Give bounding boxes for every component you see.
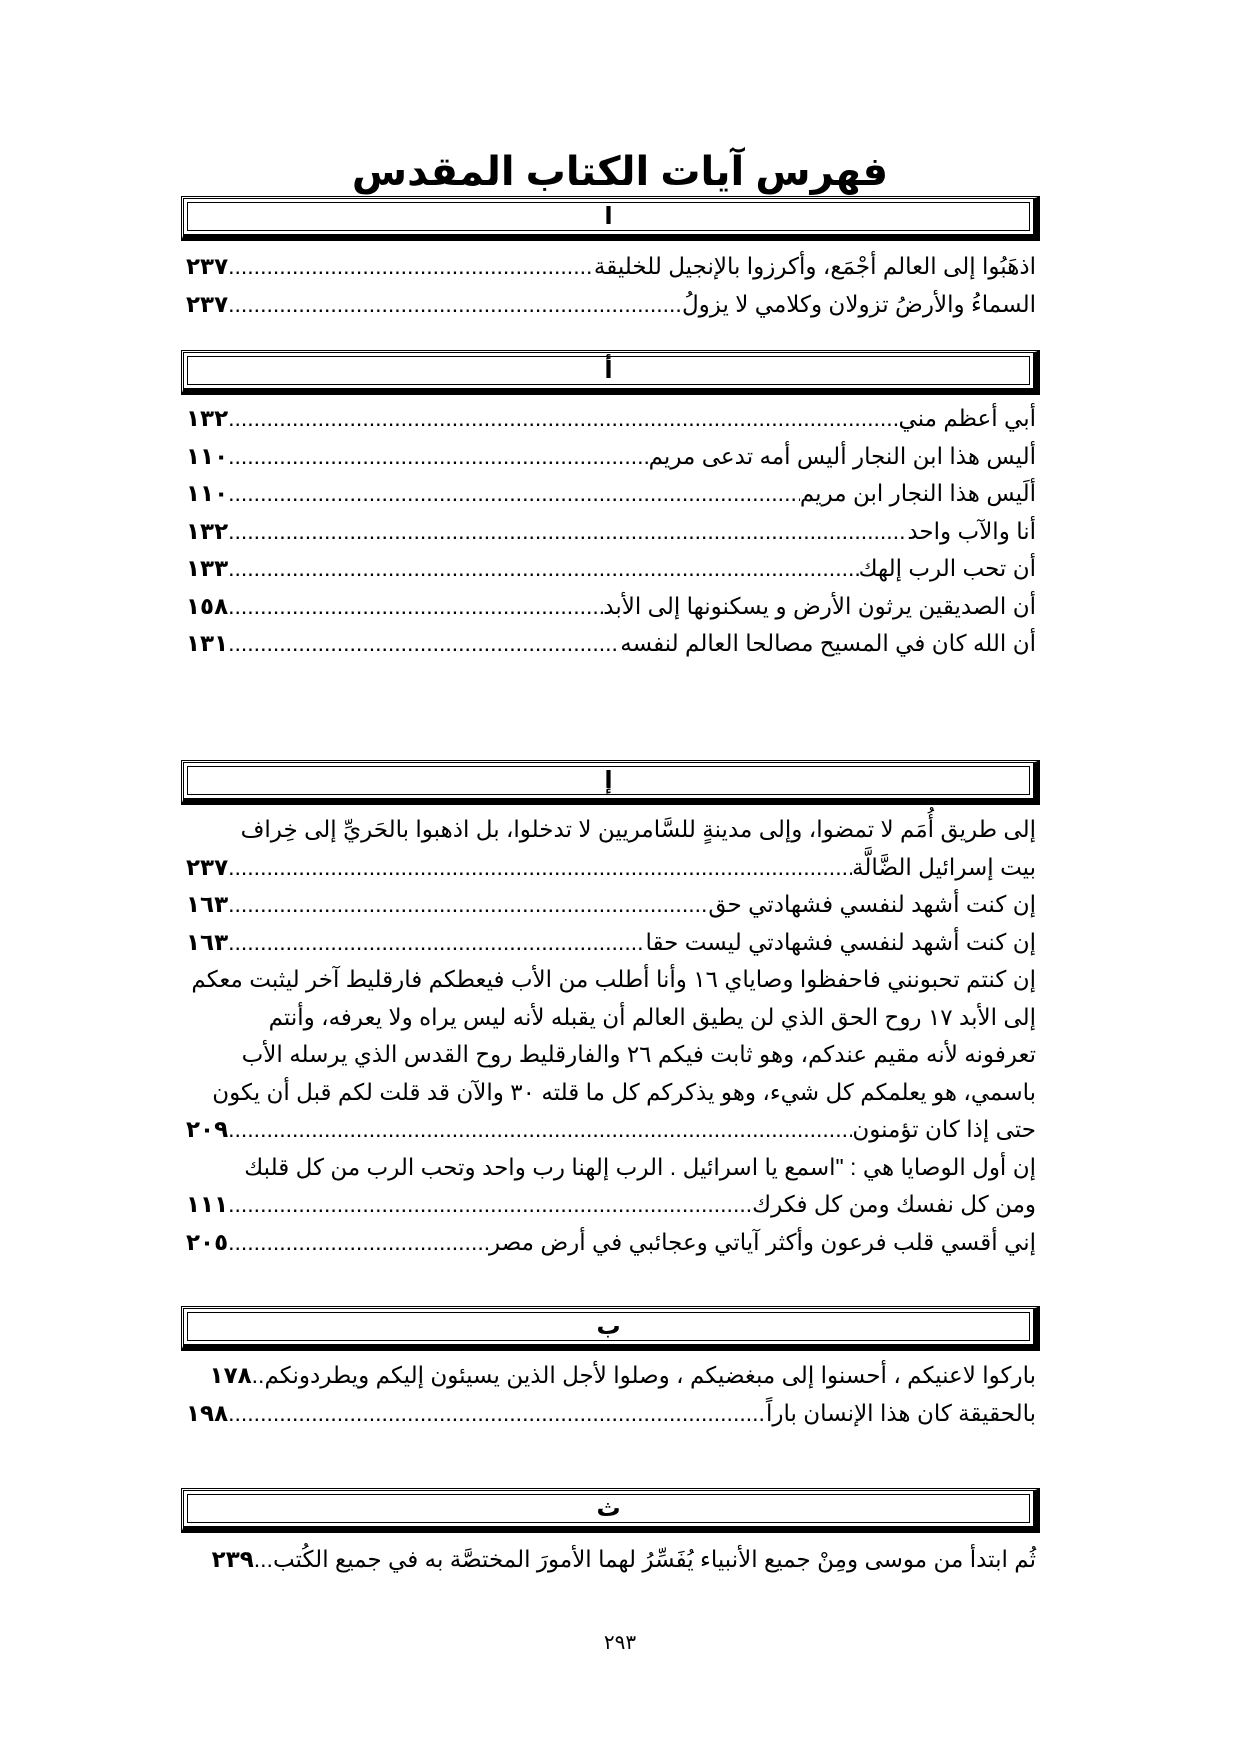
index-entry: حتى إذا كان تؤمنون ..... ٢٠٩ xyxy=(186,1111,1036,1149)
index-entry: السماءُ والأرضُ تزولان وكلامي لا يزولُ ..... ٢٣٧ xyxy=(186,286,1036,324)
section-header-alef-hamza xyxy=(181,350,1040,395)
index-entry: بالحقيقة كان هذا الإنسان باراً ..... ١٩٨ xyxy=(186,1395,1036,1433)
index-entry: ثُم ابتدأ من موسى ومِنْ جميع الأنبياء يُفَسِّرُ لهما الأمورَ المختصَّة به في جميع الكُتب ... ٢٣٩ xyxy=(211,1546,1036,1572)
section-letter: ا xyxy=(604,203,613,230)
index-entry: أنا والآب واحد ..... ١٣٢ xyxy=(186,513,1036,551)
section-entries-ba xyxy=(186,1357,1036,1432)
section-letter: أ xyxy=(604,357,613,384)
index-entry: ومن كل نفسك ومن كل فكرك ..... ١١١ xyxy=(186,1186,1036,1224)
section-entries-alef-hamza-below xyxy=(186,811,1036,1261)
index-entry-line: إلى طريق أُمَم لا تمضوا، وإلى مدينةٍ للسَّامريين لا تدخلوا، بل اذهبوا بالحَريِّ إلى خِراف xyxy=(240,816,1036,842)
section-letter: ب xyxy=(596,1313,621,1340)
index-entry: أبي أعظم مني ..... ١٣٢ xyxy=(186,400,1036,438)
section-header-tha xyxy=(181,1488,1040,1533)
index-entry: ألَيس هذا النجار ابن مريم ..... ١١٠ xyxy=(186,475,1036,513)
section-entries-tha xyxy=(186,1541,1036,1579)
section-entries-alef xyxy=(186,248,1036,323)
index-entry: أن تحب الرب إلهك ..... ١٣٣ xyxy=(186,550,1036,588)
section-header-ba xyxy=(181,1306,1040,1351)
section-letter: ث xyxy=(596,1495,621,1522)
section-header-alef xyxy=(181,196,1040,241)
index-entry: أليس هذا ابن النجار أليس أمه تدعى مريم ..... ١١٠ xyxy=(186,438,1036,476)
index-entry: أن الله كان في المسيح مصالحا العالم لنفسه ..... ١٣١ xyxy=(186,625,1036,663)
section-header-alef-hamza-below xyxy=(181,760,1040,805)
index-entry-line: إن كنتم تحبونني فاحفظوا وصاياي ١٦ وأنا أطلب من الأب فيعطكم فارقليط آخر ليثبت معكم xyxy=(191,966,1036,992)
index-title: فهرس آيات الكتاب المقدس xyxy=(351,150,889,194)
index-entry: اذهَبُوا إلى العالم أجْمَع، وأكرزوا بالإنجيل للخليقة ..... ٢٣٧ xyxy=(186,248,1036,286)
section-letter: إ xyxy=(604,767,613,794)
index-entry-line: باسمي، هو يعلمكم كل شيء، وهو يذكركم كل ما قلته ٣٠ والآن قد قلت لكم قبل أن يكون xyxy=(212,1078,1036,1105)
index-entry: أن الصديقين يرثون الأرض و يسكنونها إلى الأبد ..... ١٥٨ xyxy=(186,588,1036,626)
index-entry: باركوا لاعنيكم ، أحسنوا إلى مبغضيكم ، وصلوا لأجل الذين يسيئون إليكم ويطردونكم .. ١٧٨ xyxy=(209,1362,1036,1388)
index-entry: بيت إسرائيل الضَّالَّة ..... ٢٣٧ xyxy=(186,849,1036,887)
index-entry-line: إلى الأبد ١٧ روح الحق الذي لن يطيق العالم أن يقبله لأنه ليس يراه ولا يعرفه، وأنتم xyxy=(268,1003,1036,1030)
index-entry-line: تعرفونه لأنه مقيم عندكم، وهو ثابت فيكم ٢٦ والفارقليط روح القدس الذي يرسله الأب xyxy=(241,1041,1036,1067)
page-number: ٢٩٣ xyxy=(603,1632,637,1654)
index-entry: إن كنت أشهد لنفسي فشهادتي حق ..... ١٦٣ xyxy=(186,886,1036,924)
index-entry: إني أقسي قلب فرعون وأكثر آياتي وعجائبي في أرض مصر ..... ٢٠٥ xyxy=(186,1224,1036,1262)
section-entries-alef-hamza xyxy=(186,400,1036,663)
index-entry-line: إن أول الوصايا هي : "اسمع يا اسرائيل . الرب إلهنا رب واحد وتحب الرب من كل قلبك xyxy=(244,1153,1036,1180)
index-entry: إن كنت أشهد لنفسي فشهادتي ليست حقا ..... ١٦٣ xyxy=(186,924,1036,962)
